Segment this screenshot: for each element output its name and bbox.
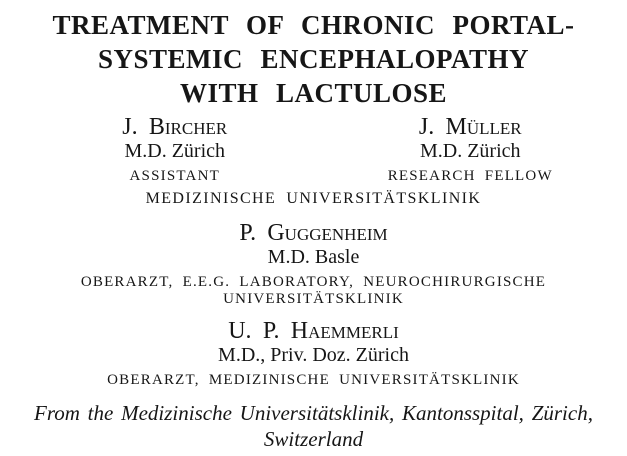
author-guggenheim <box>0 220 627 308</box>
author-guggenheim-name: P. Guggenheim <box>239 220 388 246</box>
paper-title <box>0 8 627 110</box>
author-guggenheim-role-line-2: UNIVERSITÄTSKLINIK <box>223 291 404 307</box>
author-mueller-name: J. Müller <box>418 114 522 140</box>
author-guggenheim-role-line-1: OBERARZT, E.E.G. LABORATORY, NEUROCHIRURGISCHE <box>80 274 547 290</box>
affiliation-note-line-2: Switzerland <box>263 427 364 451</box>
author-bircher-name: J. Bircher <box>122 114 228 140</box>
author-haemmerli-name: U. P. Haemmerli <box>228 318 399 344</box>
author-guggenheim-degree: M.D. Basle <box>267 246 360 268</box>
author-columns <box>0 114 627 185</box>
author-bircher <box>18 114 332 185</box>
author-mueller-degree: M.D. Zürich <box>419 140 521 162</box>
author-haemmerli-role: OBERARZT, MEDIZINISCHE UNIVERSITÄTSKLINIK <box>107 372 520 388</box>
author-haemmerli <box>0 318 627 389</box>
affiliation-note <box>0 400 627 452</box>
affiliation-note-line-1: From the Medizinische Universitätsklinik, Kantonsspital, Zürich, <box>34 401 593 425</box>
author-mueller-role: RESEARCH FELLOW <box>387 168 553 184</box>
author-bircher-degree: M.D. Zürich <box>124 140 226 162</box>
author-guggenheim-role <box>0 274 627 308</box>
author-haemmerli-degree: M.D., Priv. Doz. Zürich <box>218 344 409 366</box>
shared-affiliation: MEDIZINISCHE UNIVERSITÄTSKLINIK <box>145 190 482 207</box>
author-bircher-role: ASSISTANT <box>129 168 220 184</box>
paper-title-line-1: TREATMENT OF CHRONIC PORTAL- <box>52 10 575 40</box>
author-mueller <box>314 114 627 185</box>
paper-title-line-2: SYSTEMIC ENCEPHALOPATHY <box>97 44 530 74</box>
paper-title-line-3: WITH LACTULOSE <box>179 78 448 108</box>
